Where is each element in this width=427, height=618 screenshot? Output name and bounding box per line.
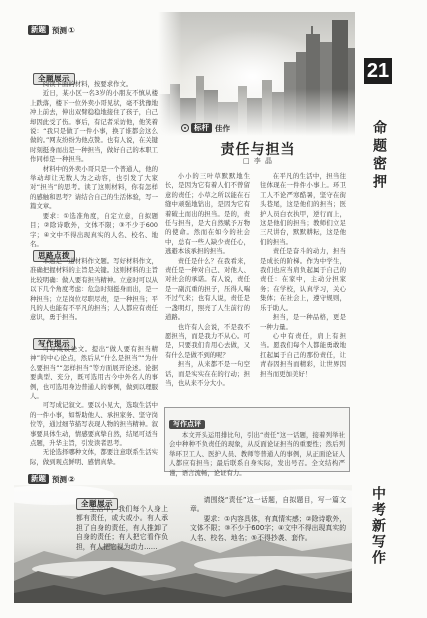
essay-column-2 — [260, 172, 346, 379]
magazine-title-vertical: 中考新写作 — [370, 486, 386, 566]
comment-heading: 写作点评 — [169, 420, 205, 429]
model-essay-tag — [181, 123, 230, 133]
section-title-vertical: 命题密押 — [371, 120, 387, 192]
paragraph: 可写成议论文。提出“做人要有担当精神”的中心论点，然后从“什么是担当”“为什么要担当”“怎样担当”等方面展开论述。论据要典型、充分，既可选用古今中外名人的事例，也可选用身边普通人的事例，做到以理服人。 — [30, 345, 158, 401]
page-number: 21 — [364, 58, 392, 84]
predict-1-tag — [28, 25, 75, 35]
paragraph: 担当，是一种品格，更是一种力量。 — [260, 313, 346, 331]
predict-label: 预测 — [52, 474, 67, 484]
tips-heading-label: 写作提示 — [33, 338, 75, 350]
comment-text — [169, 431, 345, 478]
skyline-illustration — [158, 12, 355, 136]
paragraph: 可写成记叙文。要以小见大，选取生活中的一件小事，如帮助他人、承担家务、坚守岗位等，通过细节描写表现人物的担当精神。叙事要具体生动，情感要真挚自然，结尾可适当点题，升华主旨，引发读者思考。 — [30, 401, 158, 448]
target-circle-icon — [181, 124, 189, 132]
paragraph: 生活中，我们每个人身上都有责任，或大或小。有人承担了自身的责任，有人推卸了自身的责任；有人把它看作负担，有人把它视为动力…… — [76, 505, 168, 551]
essay-author: □ 李 晶 — [242, 157, 274, 165]
predict-label: 预测 — [52, 25, 67, 35]
new-question-badge: 新题 — [28, 474, 49, 484]
full-question-heading-label: 全题展示 — [33, 73, 75, 85]
paragraph: 本文开头运用排比句，引出“责任”这一话题，接着列举社会中种种不负责任的现象，从反面论证担当的重要性；然后列举环卫工人、医护人员、教师等普通人的事例，从正面论证人人都应有担当；最后联系自身实际，发出号召。全文结构严谨，语言流畅，论证有力。 — [169, 431, 345, 477]
predict-number: ② — [68, 474, 75, 484]
paragraph: 近日，某小区一名3岁的小朋友不慎从楼上跌落，楼下一位外卖小哥见状，毫不犹豫地冲上前去，伸出双臂稳稳地接住了孩子，自己却因此受了伤。事后，有记者采访他，他笑着说：“我只是做了一件小事，换了谁都会这么做的。”网友纷纷为他点赞。也有人说，在关键时刻挺身而出是一种担当，做好自己的本职工作同样是一种担当。 — [30, 89, 158, 164]
full-question-heading-2-label: 全题展示 — [76, 498, 118, 510]
paragraph: 担当，从来都不是一句空话，而是实实在在的行动；担当，也从来不分大小。 — [165, 360, 250, 387]
predict-2-tag — [28, 474, 75, 484]
skyline-photo — [158, 12, 355, 136]
paragraph: 责任是什么？在我看来，责任是一种对自己、对他人、对社会的承诺。有人说，责任是一副沉重的担子，压得人喘不过气来；也有人说，责任是一盏明灯，照亮了人生前行的道路。 — [165, 256, 250, 322]
essay-title: 责任与担当 — [220, 142, 296, 158]
question-2-material — [76, 505, 168, 552]
model-label: 佳作 — [215, 123, 230, 133]
paragraph: 材料中的外卖小哥只是一个普通人，他的举动却让无数人为之动容，也引发了大家对“担当”的思考。读了这则材料，你有怎样的感触和思考？请结合自己的生活体验，写一篇文章。 — [30, 164, 158, 211]
model-badge: 标杆 — [191, 123, 212, 133]
essay-column-1 — [165, 172, 250, 388]
full-question-text — [30, 80, 158, 249]
question-2-prompt — [190, 496, 346, 543]
analysis-heading-label: 思路点拨 — [33, 250, 75, 262]
tips-text — [30, 345, 158, 467]
paragraph: 责任是奋斗的动力，担当是成长的阶梯。作为中学生，我们也应当肩负起属于自己的责任：在家中，主动分担家务；在学校，认真学习，关心集体；在社会上，遵守规则，乐于助人。 — [260, 247, 346, 312]
paragraph: 要求：①内容具体，有真情实感；②除诗歌外，文体不限；③不少于600字；④文中不得出现真实的人名、校名、地名；⑤不得抄袭、套作。 — [190, 514, 346, 542]
paragraph: 要求：①选准角度，自定立意，自拟题目；②除诗歌外，文体不限；③不少于600字；④文中不得出现真实的人名、校名、地名。 — [30, 211, 158, 248]
paragraph: 本题是一道材料作文题。写好材料作文，准确把握材料的主旨是关键。这则材料的主旨比较明确：做人要有担当精神。立意时可以从以下几个角度考虑：危急时刻挺身而出，是一种担当；立足岗位尽职尽责，是一种担当；平凡的人也能有不平凡的担当；人人都应有责任意识，勇于担当。 — [30, 257, 158, 322]
paragraph: 也许有人会说，不是我不愿担当，而是我力不从心。可是，只要我们肯用心去做，又有什么是做不到的呢？ — [165, 322, 250, 359]
new-question-badge: 新题 — [28, 25, 49, 35]
paragraph: 小小的三叶草默默地生长，是因为它有着人们不曾留意的责任；小草之所以能在石缝中顽强地钻出，是因为它有着破土而出的担当。是的，责任与担当，是大自然赋予万物的使命。然而在如今的社会中，总有一些人缺少责任心，逃避本该承担的担当。 — [165, 172, 250, 256]
predict-number: ① — [68, 25, 75, 35]
paragraph: 无论选择哪种文体，都要注意联系生活实际，做到观点鲜明、感情真挚。 — [30, 448, 158, 466]
paragraph: 阅读下面的材料，按要求作文。 — [42, 80, 133, 88]
analysis-text — [30, 257, 158, 323]
paragraph: 请围绕“责任”这一话题，自拟题目，写一篇文章。 — [190, 496, 346, 514]
comment-box — [164, 407, 350, 477]
paragraph: 心中有责任，肩上有担当。愿我们每个人都能勇敢地扛起属于自己的那份责任，让青春因担当而精彩，让世界因担当而更加美好！ — [260, 331, 346, 378]
paragraph: 在平凡的生活中，担当往往体现在一件件小事上。环卫工人不论严寒酷暑，坚守在街头巷尾，这是他们的担当；医护人员白衣执甲，逆行而上，这是他们的担当；教师们立足三尺讲台，默默耕耘，这是他们的担当。 — [260, 172, 346, 246]
